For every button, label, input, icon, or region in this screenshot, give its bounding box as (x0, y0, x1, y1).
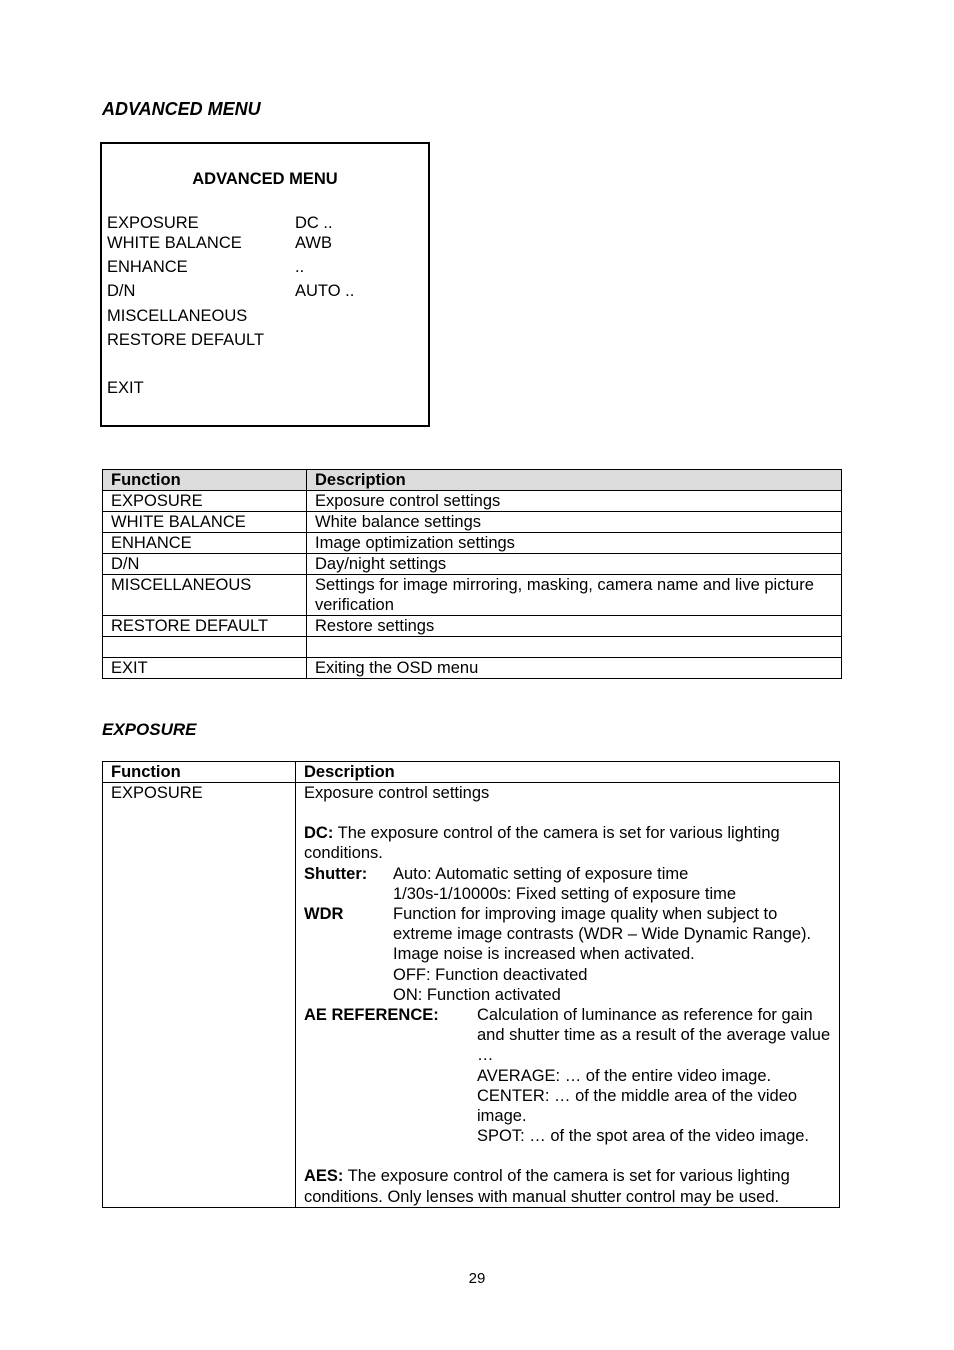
shutter-block (304, 864, 831, 904)
function-cell (103, 637, 307, 658)
osd-item-name: ENHANCE (107, 258, 188, 276)
ae-line: CENTER: … of the middle area of the video image. (477, 1086, 798, 1126)
table-row-empty (103, 637, 842, 658)
osd-title: ADVANCED MENU (192, 170, 338, 188)
osd-item-name: D/N (107, 282, 136, 300)
shutter-label: Shutter: (304, 864, 368, 883)
function-cell: ENHANCE (103, 533, 307, 554)
shutter-line: 1/30s-1/10000s: Fixed setting of exposure time (393, 884, 737, 903)
table-row (103, 575, 842, 616)
ae-reference-block (304, 1005, 831, 1146)
wdr-label: WDR (304, 905, 344, 924)
exposure-function-table (102, 761, 840, 1208)
osd-item-restore-default (107, 331, 427, 351)
description-cell: Image optimization settings (307, 533, 842, 554)
spacer (304, 1146, 831, 1166)
table-row (103, 491, 842, 512)
aes-paragraph (304, 1166, 831, 1206)
osd-item-enhance (107, 258, 427, 278)
wdr-line: Function for improving image quality when subject to extreme image contrasts (WDR – Wide Dynamic Range). Image noise is increased when activated. (393, 905, 812, 964)
description-cell: Exposure control settings (307, 491, 842, 512)
dc-label: DC: (304, 824, 334, 843)
description-cell: Day/night settings (307, 554, 842, 575)
section-heading-advanced-menu: ADVANCED MENU (102, 99, 261, 119)
table-row (103, 533, 842, 554)
section-heading-exposure: EXPOSURE (102, 720, 197, 739)
ae-line: Calculation of luminance as reference for gain and shutter time as a result of the average value … (477, 1006, 831, 1065)
description-cell (296, 783, 840, 1208)
wdr-line: OFF: Function deactivated (393, 965, 588, 984)
function-cell: EXPOSURE (103, 491, 307, 512)
osd-menu-box (100, 142, 430, 427)
column-header-description: Description (296, 762, 840, 783)
dc-text: The exposure control of the camera is set for various lighting conditions. (304, 824, 780, 863)
aes-label: AES: (304, 1167, 344, 1186)
function-cell: MISCELLANEOUS (103, 575, 307, 616)
table-row (103, 512, 842, 533)
description-cell: Settings for image mirroring, masking, camera name and live picture verification (307, 575, 842, 616)
osd-item-name: EXIT (107, 379, 144, 397)
osd-item-value: DC .. (295, 214, 333, 232)
osd-item-dn (107, 282, 427, 302)
description-cell: Exiting the OSD menu (307, 658, 842, 679)
description-cell: Restore settings (307, 616, 842, 637)
column-header-description: Description (307, 470, 842, 491)
table-row (103, 616, 842, 637)
wdr-block (304, 904, 831, 1005)
osd-item-name: EXPOSURE (107, 214, 199, 232)
table-row (103, 554, 842, 575)
description-cell (307, 637, 842, 658)
description-cell: White balance settings (307, 512, 842, 533)
ae-line: SPOT: … of the spot area of the video image. (477, 1127, 810, 1146)
osd-item-exit (107, 379, 427, 399)
osd-item-miscellaneous (107, 307, 427, 327)
column-header-function: Function (103, 470, 307, 491)
osd-item-name: RESTORE DEFAULT (107, 331, 265, 349)
table-row (103, 658, 842, 679)
osd-item-value: .. (295, 258, 305, 276)
function-cell: EXIT (103, 658, 307, 679)
ae-reference-label: AE REFERENCE: (304, 1006, 439, 1025)
osd-item-value: AUTO .. (295, 282, 355, 300)
shutter-line: Auto: Automatic setting of exposure time (393, 864, 689, 883)
function-cell: RESTORE DEFAULT (103, 616, 307, 637)
dc-paragraph (304, 823, 831, 863)
table-header-row (103, 762, 840, 783)
osd-item-exposure (107, 214, 427, 234)
wdr-line: ON: Function activated (393, 985, 561, 1004)
spacer (304, 803, 831, 823)
intro-text: Exposure control settings (304, 784, 490, 802)
ae-line: AVERAGE: … of the entire video image. (477, 1066, 772, 1085)
function-cell: WHITE BALANCE (103, 512, 307, 533)
function-cell: D/N (103, 554, 307, 575)
page-number: 29 (468, 1270, 486, 1287)
aes-text: The exposure control of the camera is set for various lighting conditions. Only lenses with manual shutter control may be used. (304, 1167, 790, 1206)
osd-item-value: AWB (295, 234, 332, 252)
advanced-menu-function-table (102, 469, 842, 679)
column-header-function: Function (103, 762, 296, 783)
osd-item-name: WHITE BALANCE (107, 234, 242, 252)
table-row (103, 783, 840, 1208)
function-cell: EXPOSURE (103, 783, 296, 1208)
osd-item-white-balance (107, 234, 427, 254)
table-header-row (103, 470, 842, 491)
osd-item-name: MISCELLANEOUS (107, 307, 248, 325)
